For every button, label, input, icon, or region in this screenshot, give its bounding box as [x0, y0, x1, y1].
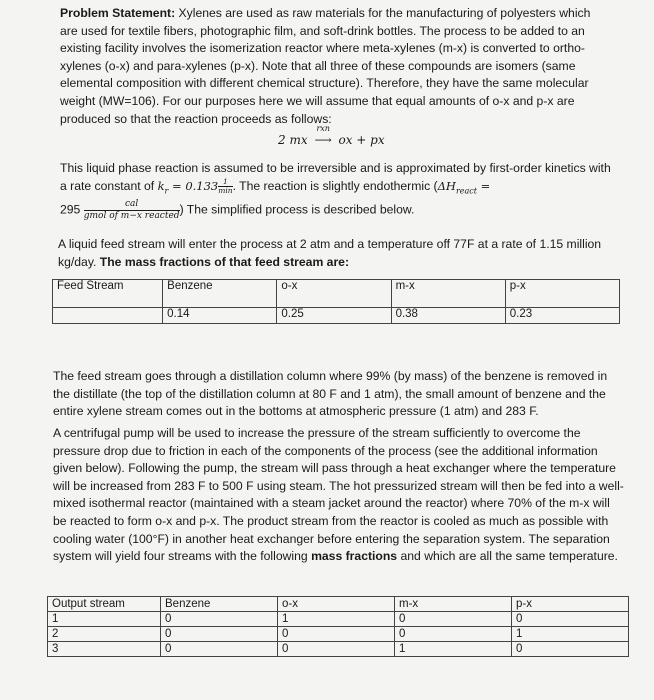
kinetics-text-a: This liquid phase reaction is assumed to be irreversible and is approximated by first-order kinetics with a rate constant of [60, 161, 611, 193]
problem-heading: Problem Statement: [60, 6, 176, 20]
problem-statement [60, 5, 605, 128]
kinetics-paragraph [60, 160, 620, 222]
feed-header-benzene: Benzene [163, 280, 277, 308]
output-cell: 0 [512, 642, 629, 657]
pump-bold: mass fractions [311, 549, 398, 564]
output-cell: 0 [161, 627, 278, 642]
table-row [48, 642, 629, 657]
output-cell: 0 [278, 627, 395, 642]
rate-constant: $k_r = 0.133$ [157, 178, 219, 195]
feed-bold: The mass fractions of that feed stream are: [99, 254, 350, 269]
feed-table-header [53, 280, 620, 308]
output-cell: 1 [512, 627, 629, 642]
output-cell: 0 [161, 642, 278, 657]
pump-tail: and which are all the same temperature. [400, 549, 618, 564]
output-cell: 1 [48, 612, 161, 627]
equation-rhs: ox + px [338, 133, 385, 147]
output-cell: 0 [278, 642, 395, 657]
table-row [48, 612, 629, 627]
enthalpy-unit: $\frac{\text{cal}}{\text{gmol of m−x reacted}}$ [83, 199, 180, 222]
feed-cell-mx: 0.38 [391, 308, 505, 324]
output-cell: 1 [278, 612, 395, 627]
output-header-mx: m-x [395, 597, 512, 612]
feed-cell-ox: 0.25 [277, 308, 391, 324]
feed-cell-px: 0.23 [505, 308, 619, 324]
feed-cell-stream [53, 308, 163, 324]
output-cell: 3 [48, 642, 161, 657]
feed-header-px: p-x [505, 280, 619, 308]
pump-text: A centrifugal pump will be used to increase the pressure of the stream sufficiently to overcome the pressure drop due to friction in each of the components of the process (see the additional information given below). Following the pump, the stream will pass through a heat exchanger where the temperature will be increased from 283 F to 500 F using steam. The hot pressurized stream will then be fed into a well-mixed isothermal reactor (maintained with a steam jacket around the reactor) where 70% of the m-x will be reacted to form o-x and p-x. The product stream from the reactor is cooled as much as possible with cooling water (100°F) in another heat exchanger before entering the separation system. The separation system will yield four streams with the following [53, 426, 624, 564]
output-header-px: p-x [512, 597, 629, 612]
output-table [47, 596, 629, 657]
feed-table [52, 279, 620, 324]
equation-lhs: 2 mx [278, 133, 308, 147]
output-cell: 0 [395, 612, 512, 627]
rate-unit: $\frac{1}{\min}$ [218, 176, 233, 195]
pump-paragraph [53, 425, 625, 566]
output-table-header [48, 597, 629, 612]
feed-table-row [53, 308, 620, 324]
enthalpy-symbol: $\Delta H_{react}$ = [437, 178, 491, 195]
feed-header-stream: Feed Stream [53, 280, 163, 308]
output-cell: 2 [48, 627, 161, 642]
output-header-ox: o-x [278, 597, 395, 612]
feed-paragraph [58, 236, 623, 271]
distillation-paragraph: The feed stream goes through a distillation column where 99% (by mass) of the benzene is removed in the distillate (the top of the distillation column at 80 F and 1 atm), the small amount of benzene and the entire xylene stream comes out in the bottoms at atmospheric pressure (1 atm) and 283 F. [53, 369, 608, 419]
output-cell: 0 [512, 612, 629, 627]
feed-header-mx: m-x [391, 280, 505, 308]
output-header-stream: Output stream [48, 597, 161, 612]
reaction-arrow-icon: rxn ⟶ [314, 124, 332, 147]
kinetics-text-b: . The reaction is slightly endothermic ( [232, 178, 438, 193]
problem-intro: Xylenes are used as raw materials for the manufacturing of polyesters which are used for textile fibers, photographic film, and soft-drink bottles. The process to be added to an existing facility involves the isomerization reactor where meta-xylenes (m-x) is converted to ortho-xylenes (o-x) and para-xylenes (p-x). Note that all three of these compounds are isomers (same elemental composition with different chemical structure). Therefore, they have the same molecular weight (MW=106). For our purposes here we will assume that equal amounts of o-x and p-x are produced so that the reaction proceeds as follows: [60, 6, 591, 126]
output-header-benzene: Benzene [161, 597, 278, 612]
feed-cell-benzene: 0.14 [163, 308, 277, 324]
kinetics-text-c: ) The simplified process is described below. [179, 203, 415, 218]
table-row [48, 627, 629, 642]
output-cell: 1 [395, 642, 512, 657]
feed-header-ox: o-x [277, 280, 391, 308]
enthalpy-value: 295 [60, 203, 81, 218]
reaction-equation [278, 124, 385, 147]
output-cell: 0 [161, 612, 278, 627]
feed-text: A liquid feed stream will enter the process at 2 atm and a temperature off 77F at a rate of 1.15 million kg/day. [58, 237, 602, 269]
arrow-label: rxn [316, 124, 330, 133]
output-cell: 0 [395, 627, 512, 642]
